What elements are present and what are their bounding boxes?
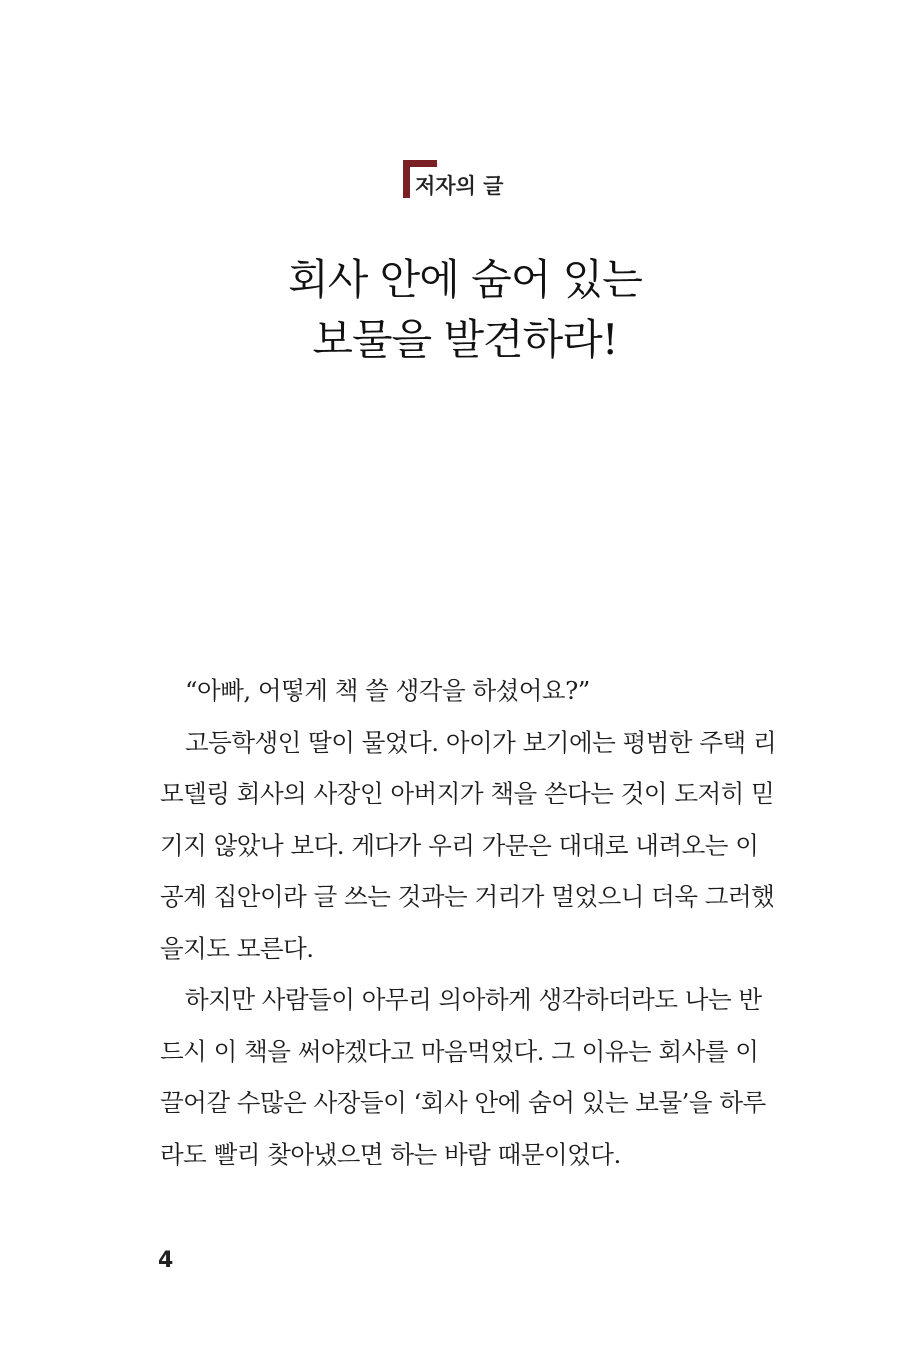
- paragraph-2: [160, 717, 780, 975]
- text-line: “아빠, 어떻게 책 쓸 생각을 하셨어요?”: [185, 676, 590, 705]
- text-line: 고등학생인 딸이 물었다. 아이가 보기에는 평범한 주택 리: [185, 727, 777, 757]
- body-text: [160, 665, 780, 1180]
- page-number: 4: [158, 1248, 174, 1273]
- text-line: 하지만 사람들이 아무리 의아하게 생각하더라도 나는 반: [185, 985, 762, 1014]
- chapter-title: [150, 250, 780, 370]
- section-header: [403, 160, 503, 202]
- text-line: 드시 이 책을 써야겠다고 마음먹었다. 그 이유는 회사를 이: [160, 1036, 759, 1066]
- text-line: 끌어갈 수많은 사장들이 ‘회사 안에 숨어 있는 보물’을 하루: [160, 1088, 766, 1117]
- title-line-2: 보물을 발견하라!: [312, 315, 618, 364]
- paragraph-1: [160, 665, 780, 717]
- text-line: 공계 집안이라 글 쓰는 것과는 거리가 멀었으니 더욱 그러했: [160, 882, 775, 911]
- title-line-1: 회사 안에 숨어 있는: [288, 255, 642, 304]
- text-line: 을지도 모른다.: [160, 933, 314, 963]
- text-line: 모델링 회사의 사장인 아버지가 책을 쓴다는 것이 도저히 믿: [160, 779, 775, 808]
- text-line: 라도 빨리 찾아냈으면 하는 바람 때문이었다.: [160, 1139, 621, 1169]
- paragraph-3: [160, 974, 780, 1180]
- text-line: 기지 않았나 보다. 게다가 우리 가문은 대대로 내려오는 이: [160, 830, 759, 860]
- section-label: 저자의 글: [415, 174, 504, 198]
